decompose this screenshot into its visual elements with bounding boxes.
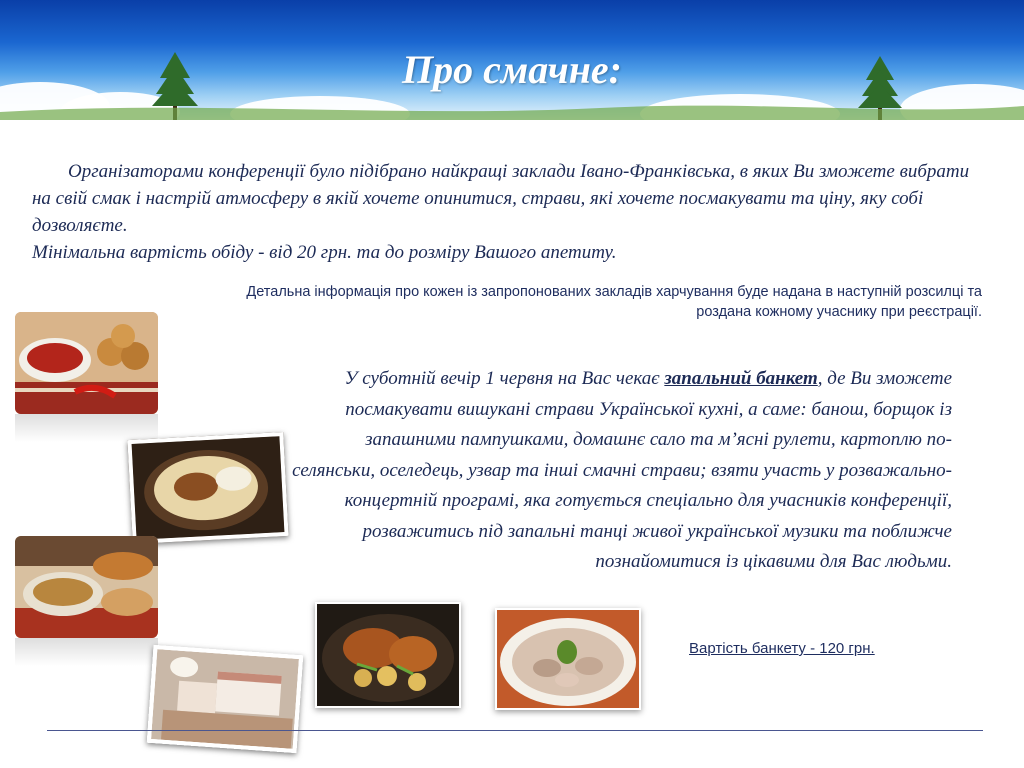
roast-potatoes-photo [315, 602, 461, 708]
minimum-price-text: Мінімальна вартість обіду - від 20 грн. та до розміру Вашого апетиту. [32, 242, 617, 263]
banosh-photo [127, 432, 288, 544]
banquet-highlight: запальний банкет [664, 368, 818, 389]
banquet-price-link[interactable]: Вартість банкету - 120 грн. [689, 640, 875, 657]
pies-platter-photo [15, 536, 158, 638]
salo-photo [147, 645, 303, 753]
slide-title: Про смачне: [401, 47, 623, 92]
banquet-paragraph [290, 364, 952, 578]
footer-divider [47, 730, 983, 731]
detail-note: Детальна інформація про кожен із запропонованих закладів харчування буде надана в наступній розсилці та роздана кожному учаснику при реєстрації. [246, 284, 982, 320]
banquet-intro-text: У суботній вечір 1 червня на Вас чекає [344, 368, 665, 389]
intro-paragraph [32, 158, 972, 266]
intro-text: Організаторами конференції було підібрано найкращі заклади Івано-Франківська, в яких Ви зможете вибрати на свій смак і настрій атмосферу в якій хочете опинитися, страви, які хочете посмакувати та ціну, яку собі дозволяєте. [32, 161, 970, 236]
meat-rolls-platter-photo [495, 608, 641, 710]
borscht-pampushky-photo [15, 312, 158, 414]
banquet-body-text: , де Ви зможете посмакувати вишукані страви Української кухні, а саме: банош, борщок із запашними пампушками, домашнє сало та м’ясні рулети, картоплю по-селянськи, оселедець, узвар та інші смачні страви; взяти участь у розважально-концертній програмі, яка готується спеціально для учасників конференції, розважитись під запальні танці живої української музики та поближче познайомитися із цікавими для Вас людьми. [292, 368, 952, 572]
